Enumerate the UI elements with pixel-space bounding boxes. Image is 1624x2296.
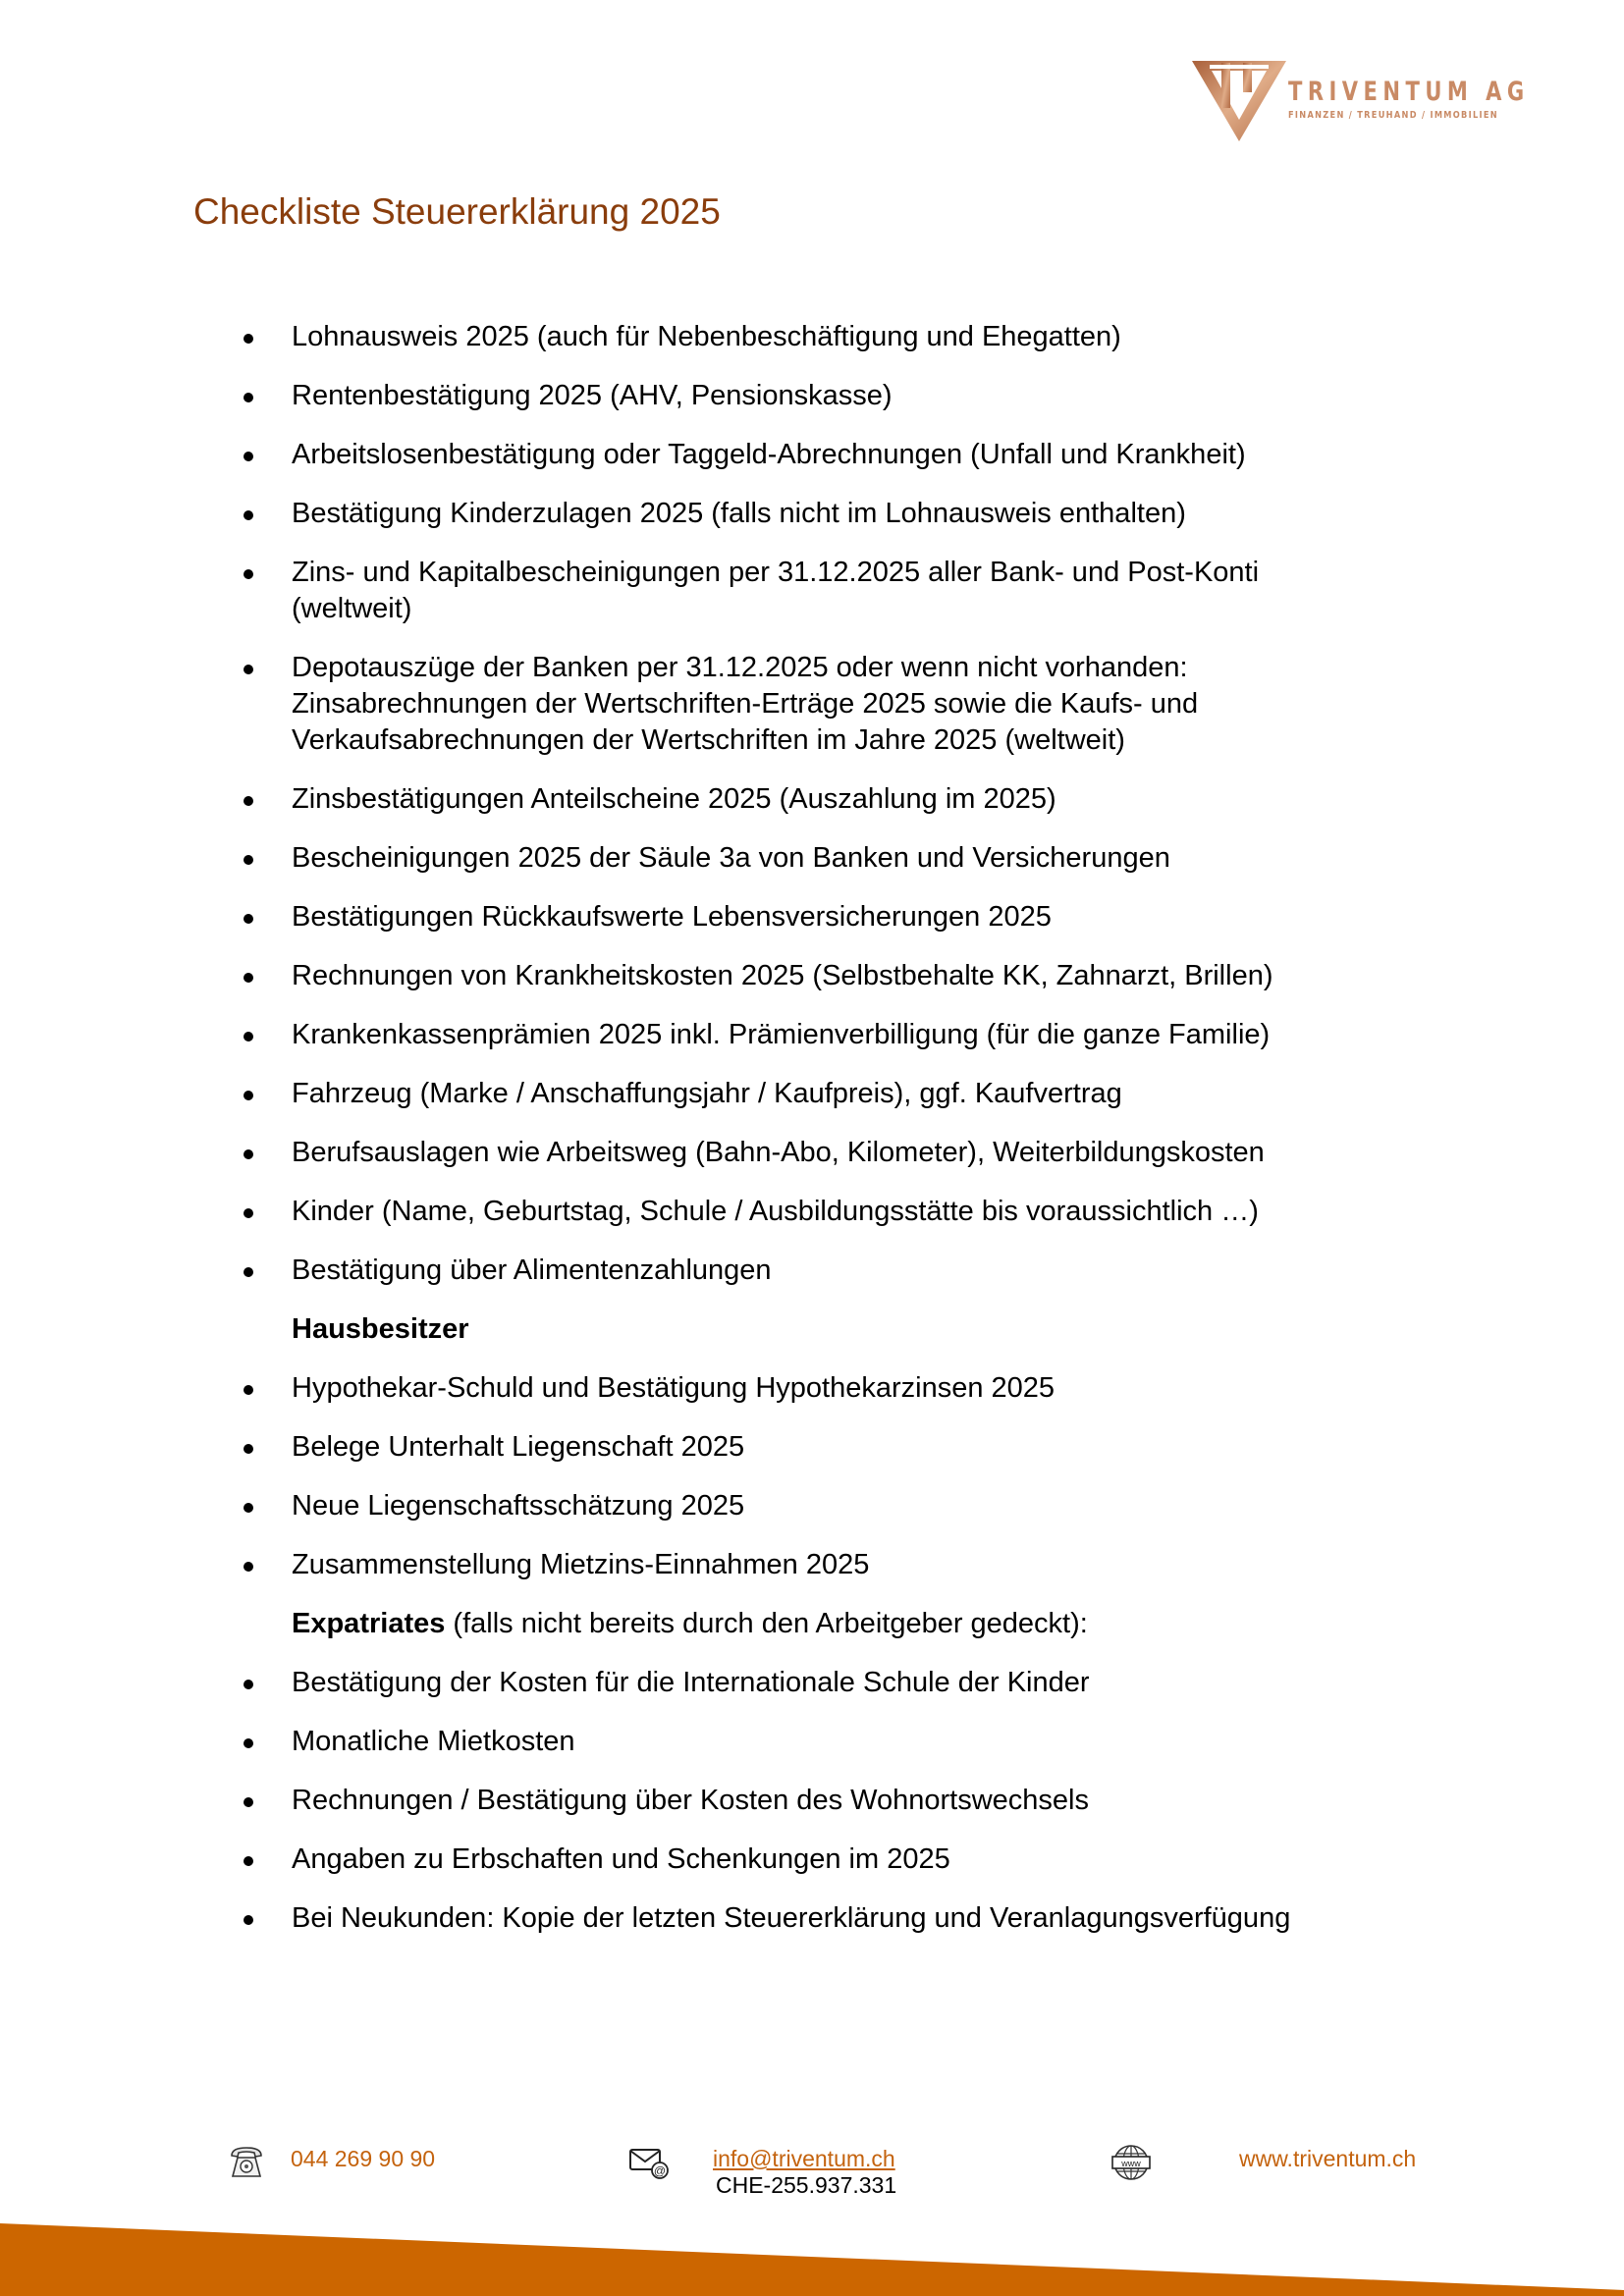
company-name: TRIVENTUM AG (1288, 77, 1530, 107)
checklist-item: Bestätigung Kinderzulagen 2025 (falls nicht im Lohnausweis enthalten) (0, 496, 1372, 532)
globe-www-icon (1111, 2144, 1151, 2181)
phone-number[interactable]: 044 269 90 90 (291, 2146, 436, 2171)
checklist (0, 319, 1624, 1937)
company-tagline: FINANZEN / TREUHAND / IMMOBILIEN (1288, 110, 1498, 121)
checklist-item: Neue Liegenschaftsschätzung 2025 (0, 1488, 1372, 1524)
checklist-item: Zinsbestätigungen Anteilscheine 2025 (Auszahlung im 2025) (0, 781, 1372, 818)
footer-decorative-band (0, 2218, 1624, 2296)
checklist-item: Bescheinigungen 2025 der Säule 3a von Banken und Versicherungen (0, 840, 1372, 877)
checklist-item: Berufsauslagen wie Arbeitsweg (Bahn-Abo, Kilometer), Weiterbildungskosten (0, 1135, 1372, 1171)
website-link[interactable]: www.triventum.ch (1239, 2146, 1417, 2171)
checklist-item: Zins- und Kapitalbescheinigungen per 31.12.2025 aller Bank- und Post-Konti (weltweit) (0, 555, 1332, 627)
checklist-item: Depotauszüge der Banken per 31.12.2025 oder wenn nicht vorhanden: Zinsabrechnungen der Wertschriften-Erträge 2025 sowie die Kaufs- und Verkaufsabrechnungen der Wertschriften im Jahre 2025 (weltweit) (0, 650, 1273, 759)
checklist-item: Rechnungen von Krankheitskosten 2025 (Selbstbehalte KK, Zahnarzt, Brillen) (0, 958, 1372, 994)
checklist-item: Bestätigung über Alimentenzahlungen (0, 1253, 1372, 1289)
checklist-item: Angaben zu Erbschaften und Schenkungen im 2025 (0, 1842, 1372, 1878)
company-uid: CHE-255.937.331 (716, 2172, 897, 2198)
checklist-item: Kinder (Name, Geburtstag, Schule / Ausbildungsstätte bis voraussichtlich …) (0, 1194, 1372, 1230)
telephone-icon (228, 2144, 265, 2179)
checklist-item: Bestätigung der Kosten für die Internationale Schule der Kinder (0, 1665, 1372, 1701)
email-link[interactable]: info@triventum.ch (713, 2146, 895, 2171)
checklist-item: Krankenkassenprämien 2025 inkl. Prämienverbilligung (für die ganze Familie) (0, 1017, 1372, 1053)
triventum-v-logo-icon (1190, 59, 1288, 143)
section-heading-expatriates (0, 1606, 1372, 1642)
checklist-item: Fahrzeug (Marke / Anschaffungsjahr / Kaufpreis), ggf. Kaufvertrag (0, 1076, 1372, 1112)
page-title: Checkliste Steuererklärung 2025 (193, 191, 721, 232)
checklist-item: Monatliche Mietkosten (0, 1724, 1372, 1760)
checklist-item: Bestätigungen Rückkaufswerte Lebensversicherungen 2025 (0, 899, 1372, 935)
checklist-item: Lohnausweis 2025 (auch für Nebenbeschäftigung und Ehegatten) (0, 319, 1372, 355)
checklist-item: Belege Unterhalt Liegenschaft 2025 (0, 1429, 1372, 1466)
company-logo (1190, 59, 1530, 143)
checklist-item: Arbeitslosenbestätigung oder Taggeld-Abrechnungen (Unfall und Krankheit) (0, 437, 1372, 473)
checklist-item: Rechnungen / Bestätigung über Kosten des Wohnortswechsels (0, 1783, 1372, 1819)
svg-text:@: @ (653, 2163, 667, 2178)
svg-text:www: www (1121, 2159, 1141, 2168)
homeowners-heading: Hausbesitzer (292, 1313, 469, 1345)
expatriates-heading-note: (falls nicht bereits durch den Arbeitgeber gedeckt): (445, 1608, 1088, 1639)
mail-at-icon (628, 2148, 670, 2179)
checklist-item: Zusammenstellung Mietzins-Einnahmen 2025 (0, 1547, 1372, 1583)
checklist-item: Hypothekar-Schuld und Bestätigung Hypothekarzinsen 2025 (0, 1370, 1372, 1407)
expatriates-heading: Expatriates (292, 1608, 446, 1639)
checklist-item: Bei Neukunden: Kopie der letzten Steuererklärung und Veranlagungsverfügung (0, 1900, 1372, 1937)
checklist-item: Rentenbestätigung 2025 (AHV, Pensionskasse) (0, 378, 1372, 414)
section-heading-homeowners (0, 1311, 1372, 1348)
